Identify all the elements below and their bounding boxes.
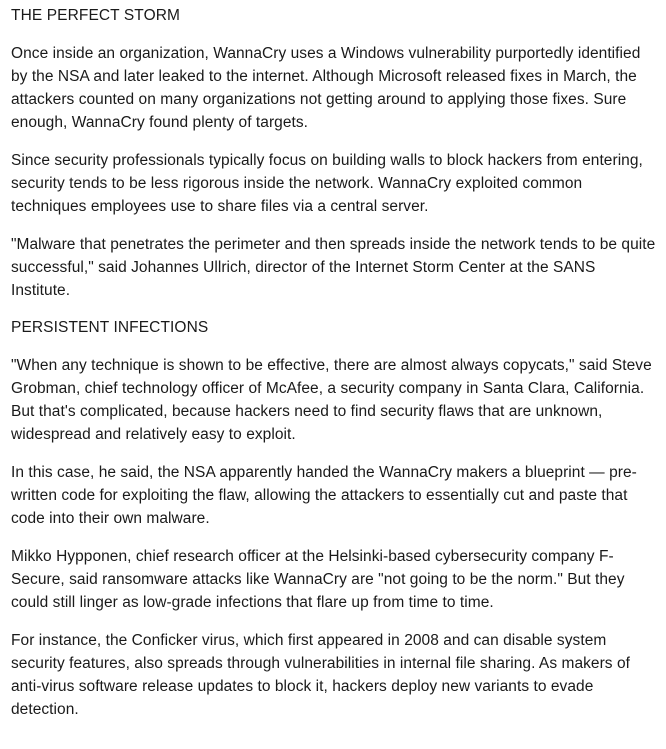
paragraph-ullrich-quote: "Malware that penetrates the perimeter and then spreads inside the network tends to be quite successful," said Johannes Ullrich, director of the Internet Storm Center at the SANS Institute. <box>11 236 656 299</box>
paragraph-conficker: For instance, the Conficker virus, which first appeared in 2008 and can disable system security features, also spreads through vulnerabilities in internal file sharing. As makers of anti-virus software release updates to block it, hackers deploy new variants to evade detection. <box>11 632 630 718</box>
section-heading-persistent-infections: PERSISTENT INFECTIONS <box>11 319 209 336</box>
section-heading-perfect-storm: THE PERFECT STORM <box>11 7 181 24</box>
paragraph-security-inside-network: Since security professionals typically focus on building walls to block hackers from entering, security tends to be less rigorous inside the network. WannaCry exploited common techniques employees use to share files via a central server. <box>11 152 643 215</box>
paragraph-nsa-blueprint: In this case, he said, the NSA apparently handed the WannaCry makers a blueprint — pre-written code for exploiting the flaw, allowing the attackers to essentially cut and paste that code into their own malware. <box>11 464 637 527</box>
paragraph-hypponen-quote: Mikko Hypponen, chief research officer at the Helsinki-based cybersecurity company F-Secure, said ransomware attacks like WannaCry are "not going to be the norm." But they could still linger as low-grade infections that flare up from time to time. <box>11 548 625 611</box>
paragraph-grobman-quote: "When any technique is shown to be effective, there are almost always copycats," said Steve Grobman, chief technology officer of McAfee, a security company in Santa Clara, California. But that's complicated, because hackers need to find security flaws that are unknown, widespread and relatively easy to exploit. <box>11 357 652 443</box>
paragraph-wannacry-vulnerability: Once inside an organization, WannaCry uses a Windows vulnerability purportedly identified by the NSA and later leaked to the internet. Although Microsoft released fixes in March, the attackers counted on many organizations not getting around to applying those fixes. Sure enough, WannaCry found plenty of targets. <box>11 45 641 131</box>
